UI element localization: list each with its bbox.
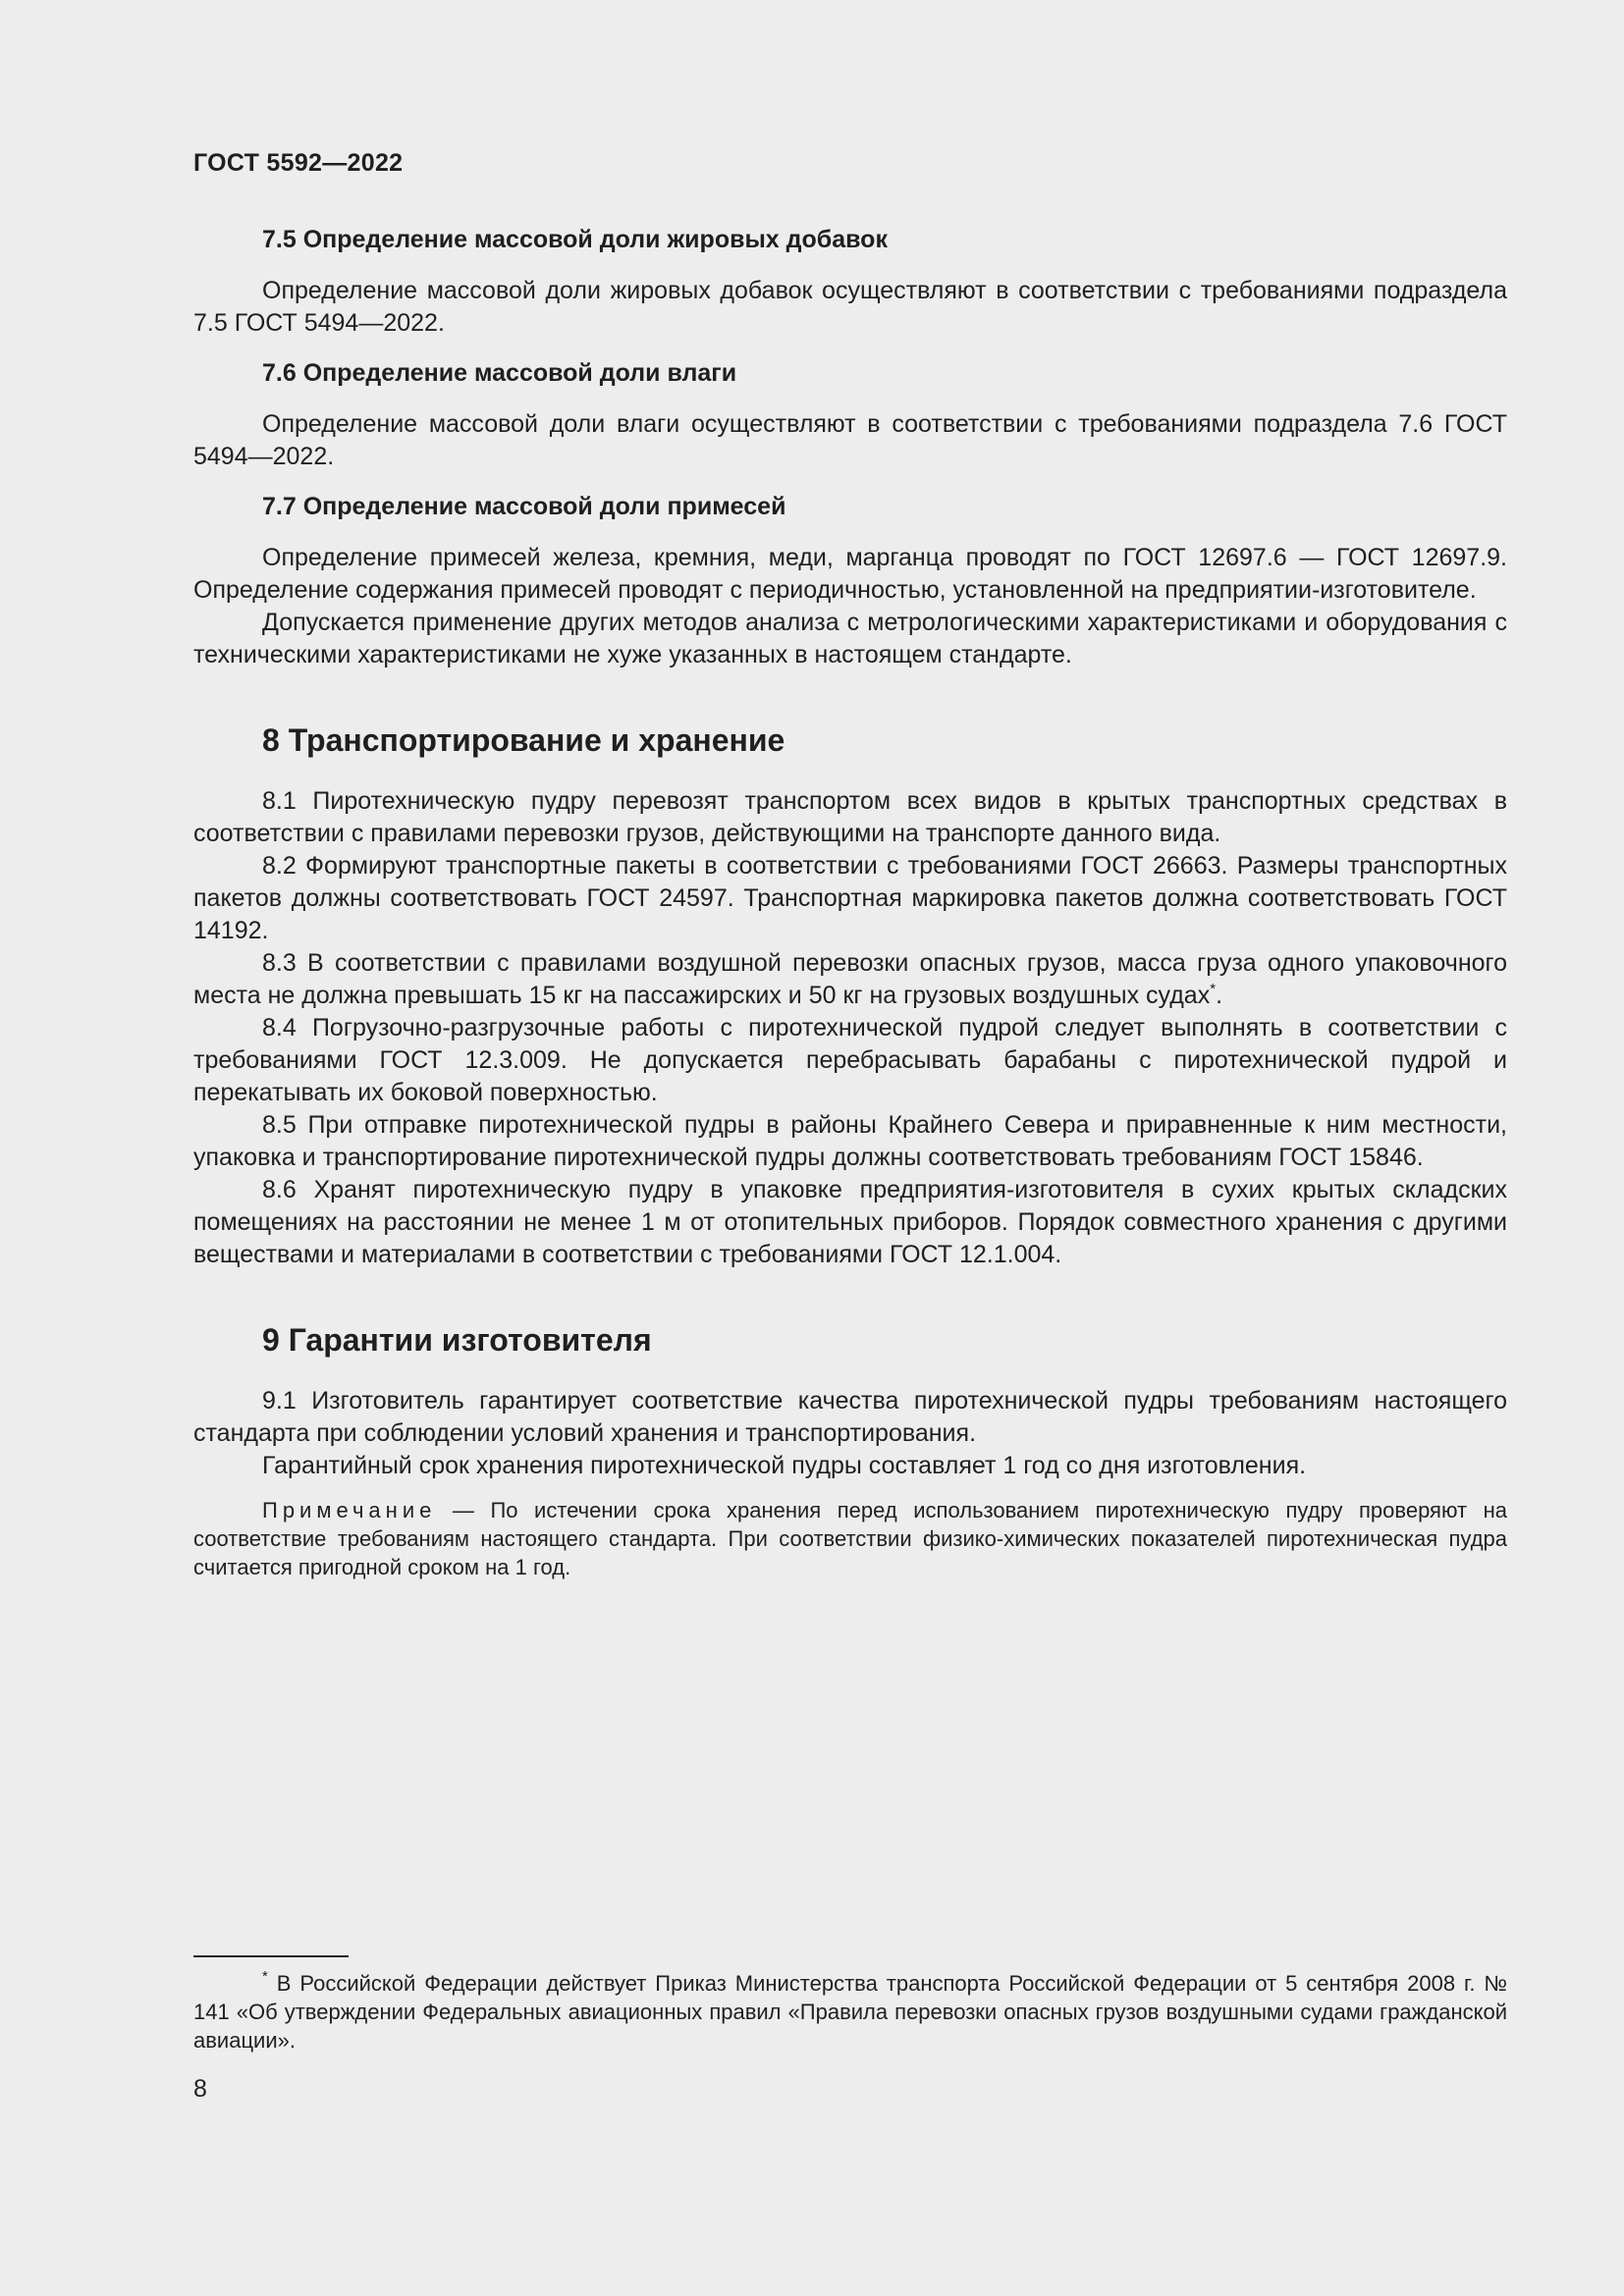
paragraph-9-warranty: Гарантийный срок хранения пиротехнической пудры составляет 1 год со дня изготовления. (262, 1452, 1307, 1479)
note-text: — По истечении срока хранения перед использованием пиротехническую пудру проверяют на соответствие требованиям настоящего стандарта. При соответствии физико-химических показателей пиротехническая пудра считается пригодной сроком на 1 год. (193, 1498, 1507, 1579)
heading-section-9: 9 Гарантии изготовителя (262, 1322, 652, 1358)
footnote-divider (193, 1955, 349, 1957)
standard-header: ГОСТ 5592—2022 (193, 149, 404, 177)
paragraph-8-5: 8.5 При отправке пиротехнической пудры в районы Крайнего Севера и приравненные к ним местности, упаковка и транспортирование пиротехнической пудры должны соответствовать требованиям ГОСТ 15846. (193, 1111, 1507, 1171)
note-label: Примечание (262, 1498, 437, 1522)
paragraph-7-7-a: Определение примесей железа, кремния, меди, марганца проводят по ГОСТ 12697.6 — ГОСТ 12697.9. Определение содержания примесей проводят с периодичностью, установленной на предприятии-изготовителе. (193, 544, 1507, 604)
footnote-reference[interactable]: * (1210, 981, 1217, 997)
page-content (193, 147, 1507, 1581)
paragraph-8-2: 8.2 Формируют транспортные пакеты в соответствии с требованиями ГОСТ 26663. Размеры транспортных пакетов должны соответствовать ГОСТ 24597. Транспортная маркировка пакетов должна соответствовать ГОСТ 14192. (193, 852, 1507, 944)
footnote-text: В Российской Федерации действует Приказ Министерства транспорта Российской Федерации от 5 сентября 2008 г. № 141 «Об утверждении Федеральных авиационных правил «Правила перевозки опасных грузов воздушными судами гражданской авиации». (193, 1971, 1507, 2053)
paragraph-9-1: 9.1 Изготовитель гарантирует соответствие качества пиротехнической пудры требованиям настоящего стандарта при соблюдении условий хранения и транспортирования. (193, 1387, 1507, 1447)
footnote-block (193, 1955, 1507, 2055)
paragraph-7-6: Определение массовой доли влаги осуществляют в соответствии с требованиями подраздела 7.6 ГОСТ 5494—2022. (193, 410, 1507, 470)
paragraph-8-3-text: 8.3 В соответствии с правилами воздушной перевозки опасных грузов, масса груза одного упаковочного места не должна превышать 15 кг на пассажирских и 50 кг на грузовых воздушных судах (193, 949, 1507, 1009)
paragraph-8-1: 8.1 Пиротехническую пудру перевозят транспортом всех видов в крытых транспортных средствах в соответствии с правилами перевозки грузов, действующими на транспорте данного вида. (193, 787, 1507, 847)
note (193, 1496, 1507, 1581)
heading-7-5: 7.5 Определение массовой доли жировых добавок (262, 226, 888, 253)
heading-section-8: 8 Транспортирование и хранение (262, 722, 785, 758)
heading-7-7: 7.7 Определение массовой доли примесей (262, 493, 786, 520)
heading-7-6: 7.6 Определение массовой доли влаги (262, 359, 737, 387)
paragraph-8-3 (193, 947, 1507, 1012)
footnote-mark: * (262, 1968, 268, 1985)
paragraph-8-6: 8.6 Хранят пиротехническую пудру в упаковке предприятия-изготовителя в сухих крытых складских помещениях на расстоянии не менее 1 м от отопительных приборов. Порядок совместного хранения с другими веществами и материалами в соответствии с требованиями ГОСТ 12.1.004. (193, 1176, 1507, 1268)
page-number: 8 (193, 2075, 207, 2103)
paragraph-7-7-b: Допускается применение других методов анализа с метрологическими характеристиками и оборудования с техническими характеристиками не хуже указанных в настоящем стандарте. (193, 609, 1507, 668)
paragraph-8-4: 8.4 Погрузочно-разгрузочные работы с пиротехнической пудрой следует выполнять в соответствии с требованиями ГОСТ 12.3.009. Не допускается перебрасывать барабаны с пиротехнической пудрой и перекатывать их боковой поверхностью. (193, 1014, 1507, 1106)
paragraph-7-5: Определение массовой доли жировых добавок осуществляют в соответствии с требованиями подраздела 7.5 ГОСТ 5494—2022. (193, 277, 1507, 337)
paragraph-8-3-end: . (1216, 982, 1223, 1009)
footnote (193, 1969, 1507, 2055)
